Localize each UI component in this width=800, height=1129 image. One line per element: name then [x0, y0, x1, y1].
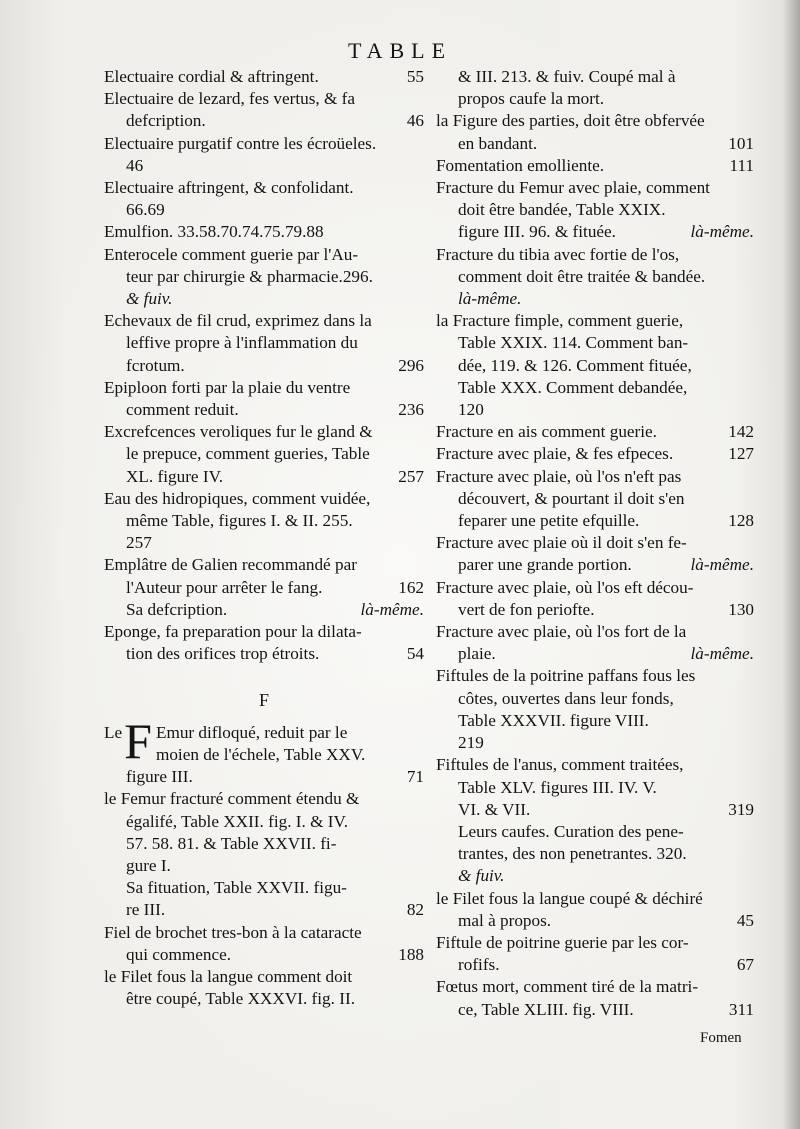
- entry-text: rofifs.: [458, 955, 500, 975]
- index-entry-line: [104, 621, 424, 643]
- entry-text: Fomentation emolliente.: [436, 155, 605, 175]
- index-entry-line: [104, 788, 424, 810]
- page-reference: 130: [728, 599, 754, 619]
- entry-text: Sa fituation, Table XXVII. figu-: [126, 878, 347, 898]
- page-reference: là-même.: [690, 222, 754, 242]
- page-reference: là-même.: [360, 599, 424, 619]
- index-entry-line: [436, 399, 754, 421]
- entry-text: Fracture du tibia avec fortie de l'os,: [436, 244, 680, 264]
- index-entry-line: [436, 710, 754, 732]
- entry-text: être coupé, Table XXXVI. fig. II.: [126, 989, 355, 1009]
- page-reference: 128: [728, 511, 754, 531]
- index-entry-line: [104, 510, 424, 532]
- entry-text: Emur difloqué, reduit par le: [155, 722, 348, 742]
- entry-text: en bandant.: [458, 133, 538, 153]
- index-entry-line: [436, 288, 754, 310]
- entry-text: Fiel de brochet tres-bon à la cataracte: [104, 922, 362, 942]
- index-entry-line: [436, 532, 754, 554]
- entry-text: découvert, & pourtant il doit s'en: [458, 488, 685, 508]
- entry-text: doit être bandée, Table XXIX.: [458, 200, 666, 220]
- dropcap-line: [156, 722, 424, 744]
- page-reference: 319: [728, 799, 754, 819]
- index-entry-line: [104, 155, 424, 177]
- entry-text: trantes, des non penetrantes. 320.: [458, 844, 687, 864]
- entry-text: Emplâtre de Galien recommandé par: [104, 555, 357, 575]
- entry-text: figure III. 96. & fituée.: [458, 222, 616, 242]
- entry-text: Eponge, fa preparation pour la dilata-: [104, 622, 362, 642]
- entry-text: re III.: [126, 900, 166, 920]
- index-entry-line: [104, 577, 424, 599]
- index-entry-line: [104, 199, 424, 221]
- entry-text: Sa defcription.: [126, 599, 228, 619]
- index-entry-line: [436, 999, 754, 1021]
- index-entry-line: [436, 554, 754, 576]
- page-reference: 55: [406, 67, 424, 86]
- entry-text: là-même.: [458, 289, 522, 309]
- entry-text: l'Auteur pour arrêter le fang.: [126, 577, 323, 597]
- entry-text: Table XXIX. 114. Comment ban-: [458, 333, 689, 353]
- index-entry-line: [436, 688, 754, 710]
- page-reference: là-même.: [690, 555, 754, 575]
- entry-text: Fiftules de l'anus, comment traitées,: [436, 755, 684, 775]
- entry-text: Epiploon forti par la plaie du ventre: [104, 377, 351, 397]
- entry-text: 57. 58. 81. & Table XXVII. fi-: [126, 833, 337, 853]
- entry-text: Table XXXVII. figure VIII.: [458, 710, 649, 730]
- entry-text: Electuaire purgatif contre les écroüeles.: [104, 133, 377, 153]
- entry-text: Electuaire de lezard, fes vertus, & fa: [104, 89, 355, 109]
- index-entry-line: [436, 799, 754, 821]
- index-entry-line: [104, 288, 424, 310]
- index-entry-line: [104, 488, 424, 510]
- entry-text: defcription.: [126, 111, 206, 131]
- index-entry-line: [436, 155, 754, 177]
- section-letter: F: [258, 690, 269, 711]
- index-entry-line: [104, 966, 424, 988]
- index-entry-line: [436, 377, 754, 399]
- index-entry-line: [436, 199, 754, 221]
- entry-text: feparer une petite efquille.: [458, 511, 640, 531]
- spine-shadow: [782, 0, 800, 1129]
- index-entry-line: [104, 988, 424, 1010]
- index-entry-line: [104, 855, 424, 877]
- page-reference: 257: [398, 466, 424, 486]
- index-entry-line: [436, 621, 754, 643]
- entry-text: Leurs caufes. Curation des pene-: [458, 821, 684, 841]
- index-entry-line: [104, 899, 424, 921]
- index-entry-line: [436, 910, 754, 932]
- entry-text: VI. & VII.: [458, 799, 531, 819]
- right-column: [436, 66, 754, 1021]
- entry-text: la Fracture fimple, comment guerie,: [436, 311, 684, 331]
- entry-text: Fracture avec plaie où il doit s'en fe-: [436, 533, 687, 553]
- left-column: [104, 66, 424, 1010]
- entry-text: gure I.: [126, 855, 171, 875]
- entry-text: Fœtus mort, comment tiré de la matri-: [436, 977, 699, 997]
- index-entry-line: [436, 843, 754, 865]
- index-entry-line: [104, 399, 424, 421]
- entry-text: ce, Table XLIII. fig. VIII.: [458, 999, 634, 1019]
- index-entry-line: [104, 88, 424, 110]
- index-entry-line: [104, 221, 424, 243]
- entry-text: leffive propre à l'inflammation du: [126, 333, 358, 353]
- entry-text: Electuaire cordial & aftringent.: [104, 67, 319, 86]
- index-entry-line: [104, 532, 424, 554]
- index-entry-line: [104, 177, 424, 199]
- entry-text: mal à propos.: [458, 910, 552, 930]
- entry-text: parer une grande portion.: [458, 555, 632, 575]
- page-header: TABLE: [347, 38, 453, 63]
- entry-text: Fracture avec plaie, où l'os n'eft pas: [436, 466, 682, 486]
- page-reference: 101: [728, 133, 754, 153]
- entry-text: & III. 213. & fuiv. Coupé mal à: [458, 67, 676, 86]
- index-entry-line: [436, 976, 754, 998]
- page-reference: 162: [398, 577, 424, 597]
- entry-text: le Filet fous la langue coupé & déchiré: [436, 888, 703, 908]
- entry-article: Le: [104, 722, 123, 742]
- index-entry-line: [104, 554, 424, 576]
- index-entry-line: [436, 443, 754, 465]
- index-entry-line: [436, 821, 754, 843]
- index-entry-line: [436, 599, 754, 621]
- index-entry-line: [436, 888, 754, 910]
- index-entry-line: [436, 932, 754, 954]
- entry-text: côtes, ouvertes dans leur fonds,: [458, 688, 674, 708]
- index-entry-line: [104, 133, 424, 155]
- entry-text: Fracture avec plaie, où l'os fort de la: [436, 622, 687, 642]
- entry-text: Enterocele comment guerie par l'Au-: [104, 244, 359, 264]
- entry-text: vert de fon periofte.: [458, 599, 595, 619]
- entry-text: Fracture du Femur avec plaie, comment: [436, 178, 710, 198]
- index-entry-line: [104, 877, 424, 899]
- entry-text: Excrefcences veroliques fur le gland &: [104, 422, 373, 442]
- index-entry-line: [436, 754, 754, 776]
- index-entry-line: [104, 110, 424, 132]
- index-entry-line: [436, 110, 754, 132]
- dropcap-line: [156, 744, 424, 766]
- page-reference: 46: [406, 111, 424, 131]
- index-entry-line: [436, 488, 754, 510]
- index-entry-line: [104, 244, 424, 266]
- entry-text: le Filet fous la langue comment doit: [104, 966, 353, 986]
- index-entry-line: [104, 833, 424, 855]
- page-reference: là-même.: [690, 644, 754, 664]
- index-entry-line: [104, 421, 424, 443]
- entry-text: Table XXX. Comment debandée,: [458, 377, 688, 397]
- page-reference: 127: [728, 444, 754, 464]
- index-entry-line: [104, 66, 424, 88]
- entry-text: Table XLV. figures III. IV. V.: [458, 777, 657, 797]
- index-entry-line: [436, 177, 754, 199]
- index-entry-line: [104, 377, 424, 399]
- entry-text: Eau des hidropiques, comment vuidée,: [104, 488, 371, 508]
- page-reference: 71: [406, 767, 424, 787]
- entry-text: 120: [458, 400, 484, 420]
- entry-text: qui commence.: [126, 944, 231, 964]
- entry-text: & fuiv.: [458, 866, 505, 886]
- entry-text: le prepuce, comment gueries, Table: [126, 444, 370, 464]
- index-entry-line: [436, 355, 754, 377]
- entry-text: la Figure des parties, doit être obfervée: [436, 111, 705, 131]
- index-entry-line: [436, 643, 754, 665]
- page-reference: 236: [398, 400, 424, 420]
- index-entry-line: [104, 266, 424, 288]
- entry-text: Electuaire aftringent, & confolidant.: [104, 178, 354, 198]
- entry-text: moien de l'échele, Table XXV.: [155, 744, 366, 764]
- entry-text: Fracture en ais comment guerie.: [436, 422, 657, 442]
- entry-text: Echevaux de fil crud, exprimez dans la: [104, 311, 372, 331]
- index-entry-line: [436, 88, 754, 110]
- index-entry-line: [436, 221, 754, 243]
- page-reference: 311: [728, 999, 754, 1019]
- entry-text: fcrotum.: [126, 355, 185, 375]
- page-reference: 45: [736, 910, 754, 930]
- entry-text: propos caufe la mort.: [458, 89, 605, 109]
- entry-text: 46: [126, 155, 144, 175]
- index-entry-line: [436, 421, 754, 443]
- entry-text: 66.69: [126, 200, 165, 220]
- index-entry-line: [436, 66, 754, 88]
- entry-text: dée, 119. & 126. Comment fituée,: [458, 355, 692, 375]
- index-entry-line: [104, 944, 424, 966]
- dropcap-letter: F: [124, 712, 152, 769]
- page-reference: 54: [406, 644, 424, 664]
- index-entry-line: [436, 577, 754, 599]
- index-entry-line: [436, 133, 754, 155]
- index-entry-line: [104, 310, 424, 332]
- entry-text: comment reduit.: [126, 400, 239, 420]
- index-entry-line: [436, 954, 754, 976]
- page-reference: 296: [398, 355, 424, 375]
- index-entry-line: [104, 811, 424, 833]
- page-reference: 142: [728, 422, 754, 442]
- entry-text: 219: [458, 733, 484, 753]
- entry-text: le Femur fracturé comment étendu &: [104, 789, 360, 809]
- entry-text: même Table, figures I. & II. 255.: [126, 511, 353, 531]
- page-reference: 188: [398, 944, 424, 964]
- index-entry-line: [104, 443, 424, 465]
- index-entry-line: [104, 599, 424, 621]
- index-entry-line: [104, 332, 424, 354]
- entry-text: Fiftules de la poitrine paffans fous les: [436, 666, 696, 686]
- entry-text: Fracture avec plaie, & fes efpeces.: [436, 444, 674, 464]
- entry-text: Emulfion. 33.58.70.74.75.79.88: [104, 222, 324, 242]
- entry-text: teur par chirurgie & pharmacie.296.: [126, 266, 373, 286]
- entry-text: figure III.: [126, 767, 193, 787]
- catchword: Fomen: [700, 1030, 742, 1046]
- page-reference: 82: [406, 900, 424, 920]
- index-entry-line: [104, 922, 424, 944]
- index-entry-line: [436, 510, 754, 532]
- index-entry-line: [436, 732, 754, 754]
- entry-text: & fuiv.: [126, 289, 173, 309]
- index-entry-line: [436, 266, 754, 288]
- index-entry-line: [436, 244, 754, 266]
- index-entry-line: [104, 643, 424, 665]
- dropcap-entry: [104, 712, 424, 769]
- entry-text: tion des orifices trop étroits.: [126, 644, 320, 664]
- index-entry-line: [104, 766, 424, 788]
- index-entry-line: [436, 466, 754, 488]
- entry-text: 257: [126, 533, 152, 553]
- index-entry-line: [436, 665, 754, 687]
- entry-text: XL. figure IV.: [126, 466, 224, 486]
- entry-text: égalifé, Table XXII. fig. I. & IV.: [126, 811, 349, 831]
- page-reference: 111: [729, 155, 754, 175]
- index-entry-line: [104, 466, 424, 488]
- entry-text: Fiftule de poitrine guerie par les cor-: [436, 932, 689, 952]
- page-reference: 67: [736, 955, 754, 975]
- index-entry-line: [104, 355, 424, 377]
- index-entry-line: [436, 777, 754, 799]
- index-entry-line: [436, 865, 754, 887]
- entry-text: Fracture avec plaie, où l'os eft décou-: [436, 577, 694, 597]
- entry-text: plaie.: [458, 644, 496, 664]
- entry-text: comment doit être traitée & bandée.: [458, 266, 706, 286]
- index-entry-line: [436, 332, 754, 354]
- index-entry-line: [436, 310, 754, 332]
